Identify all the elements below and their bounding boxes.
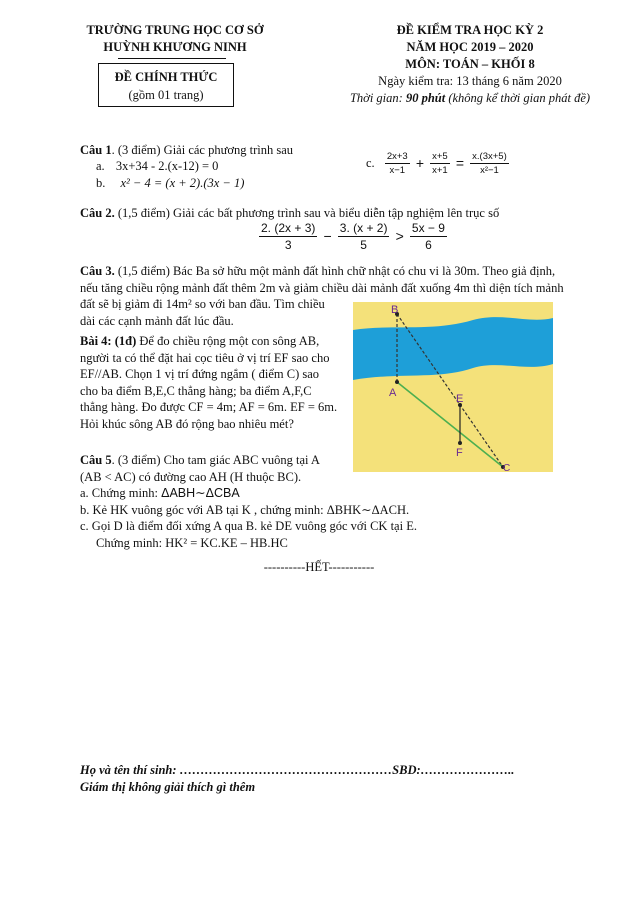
q2-fraction-1: $\frac{2. (2x + 3)}{3}$ [261, 221, 316, 252]
q1-c-fraction-3: $\frac{x.(3x+5)}{\text{x²−1}}$ [472, 151, 507, 176]
q1-c-fraction-1: $\frac{2x+3}{x-1}$ [386, 151, 408, 176]
q5-label: Câu 5 [80, 453, 112, 467]
q2-fraction-3: $\frac{5x - 9}{6}$ [411, 221, 445, 252]
q4-label: Bài 4: (1đ) [80, 334, 137, 348]
point-a [395, 380, 399, 384]
candidate-info-line: Họ và tên thí sinh: ……………………………………………SBD:………………….. [80, 763, 515, 777]
q5-part-c-2: Chứng minh: HK² = KC.KE – HB.HC [96, 535, 288, 550]
q1-b-label: b. [96, 176, 106, 190]
q2-greater: > [395, 228, 404, 245]
q1-intro: . (3 điểm) Giải các phương trình sau [111, 143, 293, 157]
label-a: A [389, 387, 397, 399]
label-c: C [503, 463, 511, 472]
q4-line-1: Để đo chiều rộng một con sông AB, [136, 334, 320, 348]
q3-line-3: đất sẽ bị giảm đi 14m² so với ban đầu. Tìm chiều [80, 297, 325, 311]
label-f: F [456, 447, 463, 459]
q3-label: Câu 3. [80, 264, 115, 278]
q3-line-2: nếu tăng chiều rộng mảnh đất thêm 2m và giảm chiều dài mảnh đất xuống 4m thì diện tích mảnh [80, 280, 564, 295]
school-name [60, 22, 290, 56]
school-line-1: TRƯỜNG TRUNG HỌC CƠ SỞ [86, 23, 264, 37]
q4-line-6: Hỏi khúc sông AB đó rộng bao nhiêu mét? [80, 416, 294, 431]
official-box [98, 63, 234, 107]
label-e: E [456, 393, 464, 405]
time-note: (không kể thời gian phát đề) [445, 91, 591, 105]
official-title: ĐỀ CHÍNH THỨC [114, 70, 218, 84]
q2-intro: (1,5 điểm) Giải các bất phương trình sau và biểu diễn tập nghiệm lên trục số [114, 206, 500, 220]
question-5 [80, 452, 600, 551]
exam-header [320, 22, 620, 107]
q2-inequality [258, 220, 448, 253]
q5-line-2: (AB < AC) có đường cao AH (H thuộc BC). [80, 469, 302, 484]
q4-line-2: người ta có thể đặt hai cọc tiêu ở vị trí EF sao cho [80, 350, 330, 365]
proctor-note: Giám thị không giải thích gì thêm [80, 780, 256, 794]
exam-date: Ngày kiểm tra: 13 tháng 6 năm 2020 [378, 74, 562, 88]
header-divider [118, 58, 226, 59]
q1-b-equation: x² − 4 = (x + 2).(3x − 1) [120, 176, 245, 190]
time-label: Thời gian: [349, 91, 403, 105]
q5-part-a: a. Chứng minh: [80, 486, 162, 500]
school-year: NĂM HỌC 2019 – 2020 [406, 40, 534, 54]
label-b: B [391, 304, 399, 316]
official-pages: (gồm 01 trang) [128, 88, 204, 102]
q1-a-label: a. [96, 159, 105, 173]
q5-line-1: . (3 điểm) Cho tam giác ABC vuông tại A [111, 453, 320, 467]
point-f [458, 441, 462, 445]
q2-minus: − [323, 228, 332, 245]
q5-part-c-1: c. Gọi D là điểm đối xứng A qua B. kẻ DE vuông góc với CK tại E. [80, 519, 417, 533]
end-mark: ----------HẾT----------- [263, 560, 375, 574]
exam-title: ĐỀ KIỂM TRA HỌC KỲ 2 [396, 23, 544, 37]
q1-part-a [96, 158, 218, 175]
q2-fraction-2: $\frac{3. (x + 2)}{5}$ [339, 221, 388, 252]
q2-label: Câu 2. [80, 206, 115, 220]
q1-c-fraction-2: $\frac{x+5}{x+1}$ [432, 151, 448, 176]
q1-c-label: c. [366, 156, 375, 171]
q1-part-c [366, 150, 510, 177]
q1-c-equals: = [455, 155, 465, 172]
school-line-2: HUỲNH KHƯƠNG NINH [103, 40, 247, 54]
subject: MÔN: TOÁN – KHỐI 8 [405, 57, 535, 71]
q1-a-equation: 3x+34 - 2.(x-12) = 0 [115, 159, 219, 173]
q5-part-b: b. Kẻ HK vuông góc với AB tại K , chứng minh: ΔBHK∼ΔACH. [80, 502, 410, 517]
q1-label: Câu 1 [80, 143, 112, 157]
q5-part-a-expr: ΔABH∼ΔCBA [161, 486, 240, 500]
q1-c-plus: + [415, 155, 424, 172]
q1-part-b [96, 175, 244, 192]
exam-time [320, 90, 620, 107]
q4-line-4: cho ba điểm B,E,C thẳng hàng; ba điểm A,F,C [80, 383, 312, 398]
q4-line-3: EF//AB. Chọn 1 vị trí đứng ngắm ( điểm C) sao [80, 367, 320, 381]
time-value: 90 phút [402, 91, 446, 105]
question-1 [80, 142, 293, 159]
q3-line-4: dài các cạnh mảnh đất lúc đầu. [80, 313, 234, 328]
q3-line-1: (1,5 điểm) Bác Ba sở hữu một mảnh đất hình chữ nhật có chu vi là 30m. Theo giả định, [114, 264, 556, 278]
river-figure [353, 302, 553, 472]
question-4 [80, 333, 350, 432]
q4-line-5: thẳng hàng. Đo được CF = 4m; AF = 6m. EF = 6m. [80, 400, 338, 414]
